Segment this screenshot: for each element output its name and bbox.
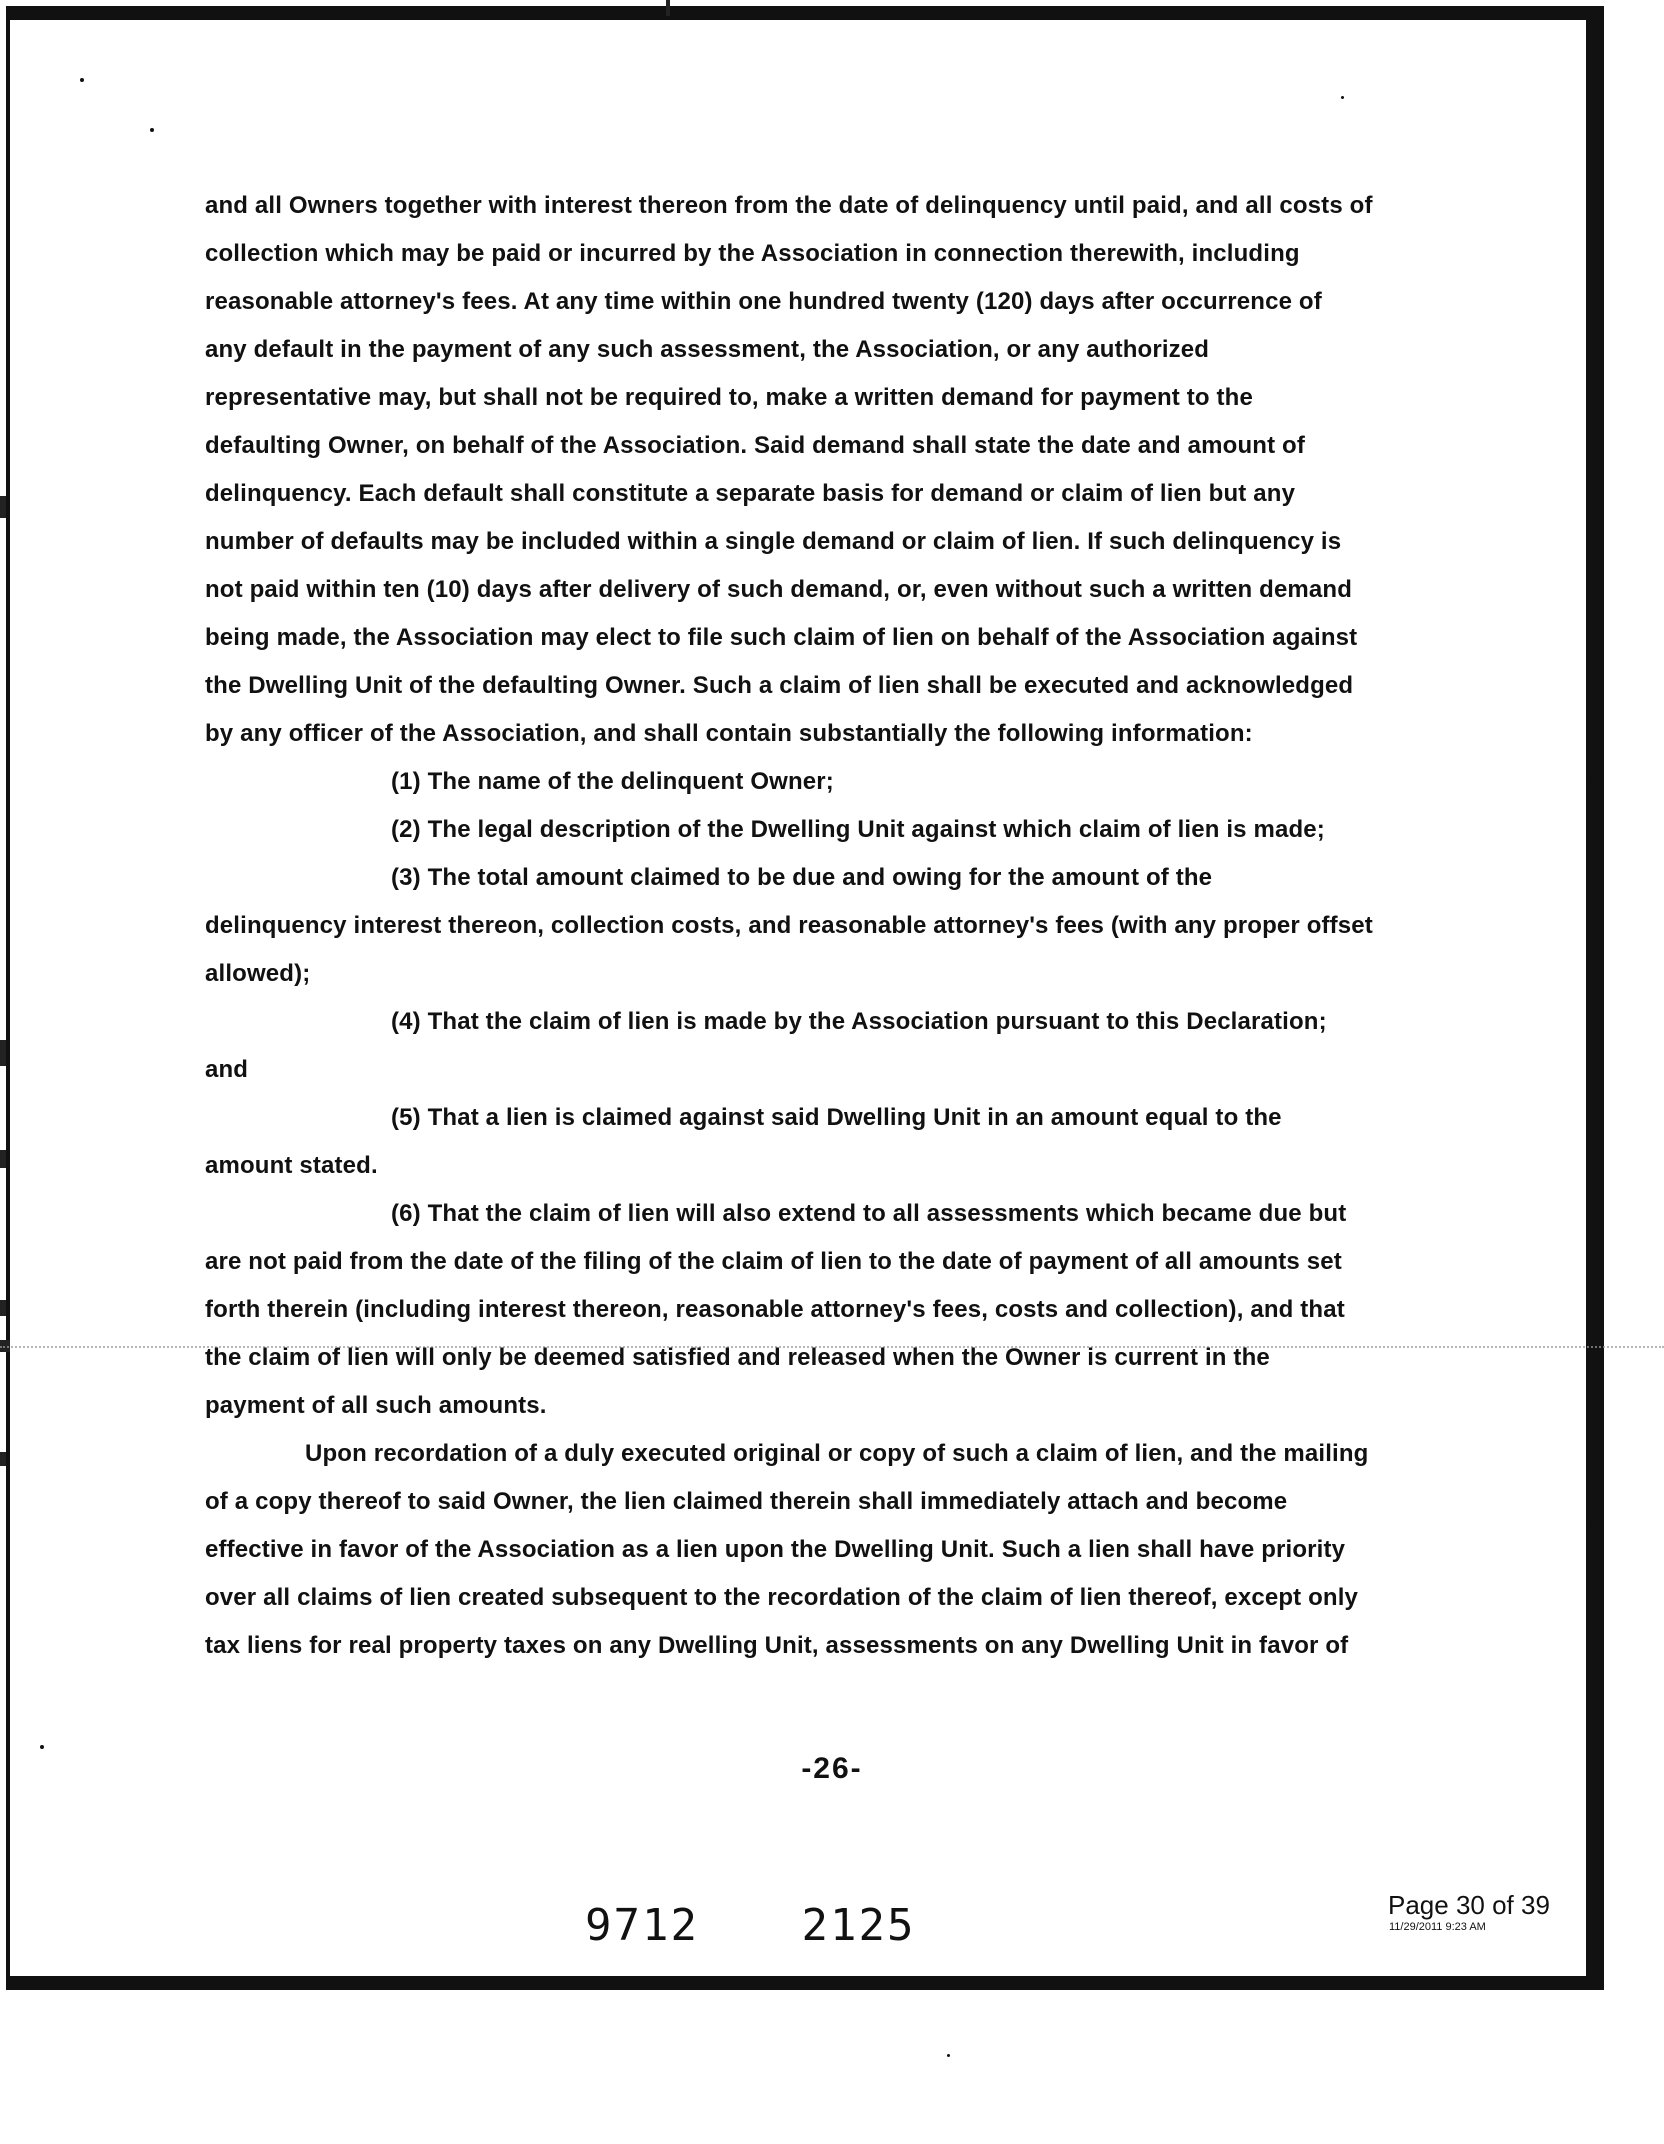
text-line: any default in the payment of any such assessment, the Association, or any authorized — [205, 336, 1210, 363]
text-line: being made, the Association may elect to file such claim of lien on behalf of the Association against — [205, 624, 1358, 651]
text-line: amount stated. — [205, 1152, 378, 1179]
text-line: collection which may be paid or incurred by the Association in connection therewith, including — [205, 240, 1300, 267]
text-line: representative may, but shall not be required to, make a written demand for payment to the — [205, 384, 1253, 411]
text-line: the Dwelling Unit of the defaulting Owner. Such a claim of lien shall be executed and acknowledged — [205, 672, 1354, 699]
page-reference: 2125 — [801, 1900, 916, 1951]
scan-speck — [150, 128, 154, 132]
scan-artifact — [0, 1040, 6, 1066]
text-line: reasonable attorney's fees. At any time within one hundred twenty (120) days after occurrence of — [205, 288, 1322, 315]
recording-reference — [585, 1900, 915, 1951]
text-line: delinquency interest thereon, collection costs, and reasonable attorney's fees (with any proper offset — [205, 912, 1373, 939]
list-item-1: (1) The name of the delinquent Owner; — [391, 768, 834, 795]
text-line: and all Owners together with interest thereon from the date of delinquency until paid, and all costs of — [205, 192, 1373, 219]
scan-artifact — [0, 1300, 6, 1316]
list-item-3: (3) The total amount claimed to be due and owing for the amount of the — [391, 864, 1213, 891]
page-number: -26- — [801, 1752, 863, 1785]
text-line: effective in favor of the Association as a lien upon the Dwelling Unit. Such a lien shall have priority — [205, 1536, 1346, 1563]
print-timestamp: 11/29/2011 9:23 AM — [1389, 1921, 1486, 1933]
scan-artifact — [0, 1452, 6, 1466]
book-number: 9712 — [585, 1900, 699, 1951]
scan-speck — [1588, 780, 1592, 784]
text-line: are not paid from the date of the filing of the claim of lien to the date of payment of all amounts set — [205, 1248, 1342, 1275]
text-line: the claim of lien will only be deemed satisfied and released when the Owner is current in the — [205, 1344, 1270, 1371]
list-item-6: (6) That the claim of lien will also extend to all assessments which became due but — [391, 1200, 1347, 1227]
list-item-2: (2) The legal description of the Dwelling Unit against which claim of lien is made; — [391, 816, 1325, 843]
text-line: of a copy thereof to said Owner, the lien claimed therein shall immediately attach and become — [205, 1488, 1288, 1515]
paragraph-start: Upon recordation of a duly executed original or copy of such a claim of lien, and the mailing — [305, 1440, 1369, 1467]
text-line: number of defaults may be included within a single demand or claim of lien. If such delinquency is — [205, 528, 1342, 555]
text-line: delinquency. Each default shall constitute a separate basis for demand or claim of lien but any — [205, 480, 1296, 507]
list-item-4: (4) That the claim of lien is made by the Association pursuant to this Declaration; — [391, 1008, 1327, 1035]
scan-speck — [40, 1745, 44, 1749]
page-count-label: Page 30 of 39 — [1388, 1890, 1550, 1920]
scan-artifact — [666, 0, 670, 16]
text-line: defaulting Owner, on behalf of the Association. Said demand shall state the date and amount of — [205, 432, 1306, 459]
text-line: allowed); — [205, 960, 311, 987]
text-line: not paid within ten (10) days after delivery of such demand, or, even without such a written demand — [205, 576, 1353, 603]
page-stamp — [1388, 1890, 1550, 1934]
scan-artifact — [0, 1150, 6, 1168]
scan-speck — [1588, 1520, 1592, 1524]
text-line: and — [205, 1056, 249, 1083]
document-body — [205, 182, 1415, 1670]
scan-artifact — [0, 496, 6, 518]
text-line: tax liens for real property taxes on any Dwelling Unit, assessments on any Dwelling Unit in favor of — [205, 1632, 1349, 1659]
text-line: over all claims of lien created subsequent to the recordation of the claim of lien thereof, except only — [205, 1584, 1359, 1611]
scan-speck — [80, 78, 84, 82]
scan-speck — [1341, 96, 1344, 99]
text-line: forth therein (including interest thereon, reasonable attorney's fees, costs and collection), and that — [205, 1296, 1345, 1323]
list-item-5: (5) That a lien is claimed against said Dwelling Unit in an amount equal to the — [391, 1104, 1282, 1131]
scan-speck — [947, 2054, 950, 2057]
text-line: by any officer of the Association, and shall contain substantially the following information: — [205, 720, 1253, 747]
text-line: payment of all such amounts. — [205, 1392, 547, 1419]
